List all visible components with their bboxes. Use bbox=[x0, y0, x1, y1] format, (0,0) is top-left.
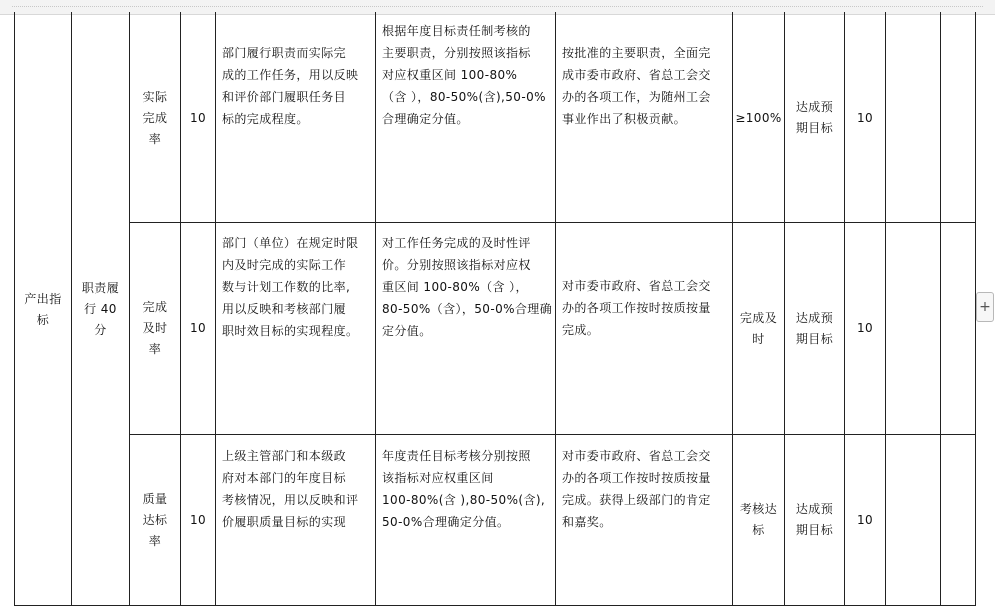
indicator-cell: 质量 达标 率 bbox=[142, 491, 168, 548]
definition-cell: 部门履行职责而实际完 成的工作任务，用以反映 和评价部门履职任务目 标的完成程度。 bbox=[222, 46, 359, 126]
status-cell: 达成预 期目标 bbox=[795, 310, 834, 346]
evidence-cell: 对市委市政府、省总工会交 办的各项工作按时按质按量 完成。 bbox=[562, 279, 711, 337]
weight-cell: 10 bbox=[189, 321, 207, 335]
grid-line bbox=[555, 12, 556, 606]
grid-line bbox=[14, 605, 976, 606]
actual-cell: ≥100% bbox=[735, 110, 782, 125]
actual-cell: 完成及 时 bbox=[739, 310, 778, 346]
score-cell: 10 bbox=[856, 512, 874, 527]
add-button[interactable]: + bbox=[976, 292, 994, 322]
weight-cell: 10 bbox=[189, 110, 207, 125]
method-cell: 对工作任务完成的及时性评 价。分别按照该指标对应权 重区间 100-80%（含 ）， 80-50%（含），50-0%合理确 定分值。 bbox=[382, 236, 553, 338]
method-cell: 年度责任目标考核分别按照 该指标对应权重区间 100-80%(含 ),80-50%(含), 50-0%合理确定分值。 bbox=[382, 449, 546, 529]
grid-line bbox=[940, 12, 941, 606]
grid-line bbox=[375, 12, 376, 606]
method-cell: 根据年度目标责任制考核的 主要职责，分别按照该指标 对应权重区间 100-80% （含 ），80-50%(含),50-0% 合理确定分值。 bbox=[382, 24, 546, 126]
indicator-cell: 实际 完成 率 bbox=[142, 89, 168, 146]
subcategory-cell: 职责履 行 40 分 bbox=[81, 281, 120, 337]
evidence-cell: 按批准的主要职责，全面完 成市委市政府、省总工会交 办的各项工作，为随州工会 事业作出了积极贡献。 bbox=[562, 46, 711, 126]
weight-cell: 10 bbox=[189, 512, 207, 527]
status-cell: 达成预 期目标 bbox=[795, 502, 834, 537]
grid-line bbox=[885, 12, 886, 606]
score-cell: 10 bbox=[856, 321, 874, 335]
definition-cell: 上级主管部门和本级政 府对本部门的年度目标 考核情况，用以反映和评 价履职质量目标的实现 bbox=[222, 449, 359, 529]
indicator-cell: 完成 及时 率 bbox=[142, 300, 168, 356]
score-cell: 10 bbox=[856, 110, 874, 125]
definition-cell: 部门（单位）在规定时限 内及时完成的实际工作 数与计划工作数的比率, 用以反映和考核部门履 职时效目标的实现程度。 bbox=[222, 236, 359, 338]
category-cell: 产出指 标 bbox=[24, 291, 62, 327]
actual-cell: 考核达 标 bbox=[739, 502, 778, 537]
evidence-cell: 对市委市政府、省总工会交 办的各项工作按时按质按量 完成。获得上级部门的肯定 和嘉奖。 bbox=[562, 449, 711, 529]
status-cell: 达成预 期目标 bbox=[795, 100, 834, 135]
grid-line bbox=[215, 12, 216, 606]
